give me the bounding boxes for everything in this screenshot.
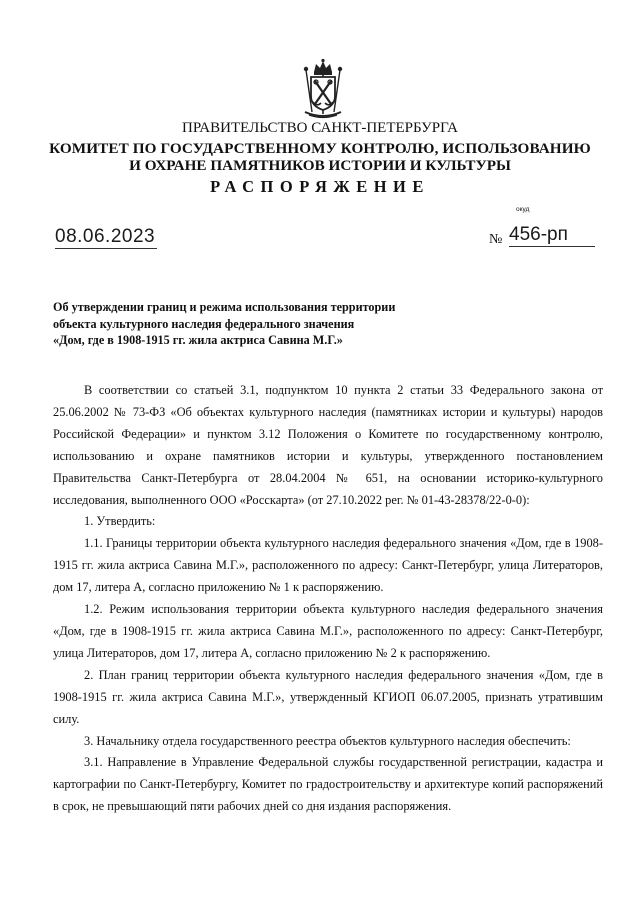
document-date: 08.06.2023 <box>55 226 156 247</box>
paragraph-item-1-2: 1.2. Режим использования территории объекта культурного наследия федерального значения «Дом, где в 1908-1915 гг. жила актриса Савина М.Г.», расположенного по адресу: Санкт-Петербург, улица Литераторов, дом 17, литера А, согласно приложению № 2 к распоряжению. <box>53 602 603 660</box>
paragraph-preamble: В соответствии со статьей 3.1, подпунктом 10 пункта 2 статьи 33 Федерального закона от 25.06.2002 № 73-ФЗ «Об объектах культурного наследия (памятниках истории и культуры) народов Российской Федерации» и пунктом 3.12 Положения о Комитете по государственному контролю, использованию и охране памятников истории и культуры, утвержденного постановлением Правительства Санкт-Петербурга от 28.04.2004 № 651, на основании историко-культурного исследования, выполненного ООО «Росскарта» (от 27.10.2022 рег. № 01-43-28378/22-0-0): <box>53 383 603 507</box>
number-label: № <box>489 232 503 247</box>
paragraph-item-1: 1. Утвердить: <box>84 514 156 529</box>
subject-line: «Дом, где в 1908-1915 гг. жила актриса Савина М.Г.» <box>53 333 343 347</box>
document-type-title: РАСПОРЯЖЕНИЕ <box>210 177 430 196</box>
paragraph-item-1-1: 1.1. Границы территории объекта культурного наследия федерального значения «Дом, где в 1908-1915 гг. жила актриса Савина М.Г.», расположенного по адресу: Санкт-Петербург, улица Литераторов, дом 17, литера А, согласно приложению № 1 к распоряжению. <box>53 536 603 595</box>
paragraph-item-3-1: 3.1. Направление в Управление Федеральной службы государственной регистрации, кадастра и картографии по Санкт-Петербургу, Комитет по градостроительству и архитектуре копий распоряжений в срок, не превышающий пяти рабочих дней со дня издания распоряжения. <box>53 755 603 814</box>
document-number: 456-рп <box>509 224 595 247</box>
committee-title-line2: И ОХРАНЕ ПАМЯТНИКОВ ИСТОРИИ И КУЛЬТУРЫ <box>129 157 511 174</box>
government-title: ПРАВИТЕЛЬСТВО САНКТ-ПЕТЕРБУРГА <box>182 120 458 136</box>
coat-of-arms-icon <box>300 58 346 120</box>
subject-block <box>53 299 395 349</box>
okud-label: окуд <box>516 206 530 213</box>
paragraph-item-2: 2. План границ территории объекта культурного наследия федерального значения «Дом, где в 1908-1915 гг. жила актриса Савина М.Г.», утвержденный КГИОП 06.07.2005, признать утратившим силу. <box>53 667 603 726</box>
subject-line: объекта культурного наследия федерального значения <box>53 316 355 331</box>
committee-title-line1: КОМИТЕТ ПО ГОСУДАРСТВЕННОМУ КОНТРОЛЮ, ИСПОЛЬЗОВАНИЮ <box>49 140 591 157</box>
paragraph-item-3: 3. Начальнику отдела государственного реестра объектов культурного наследия обеспечить: <box>84 733 571 748</box>
document-body <box>53 380 603 818</box>
subject-line: Об утверждении границ и режима использования территории <box>53 300 396 314</box>
